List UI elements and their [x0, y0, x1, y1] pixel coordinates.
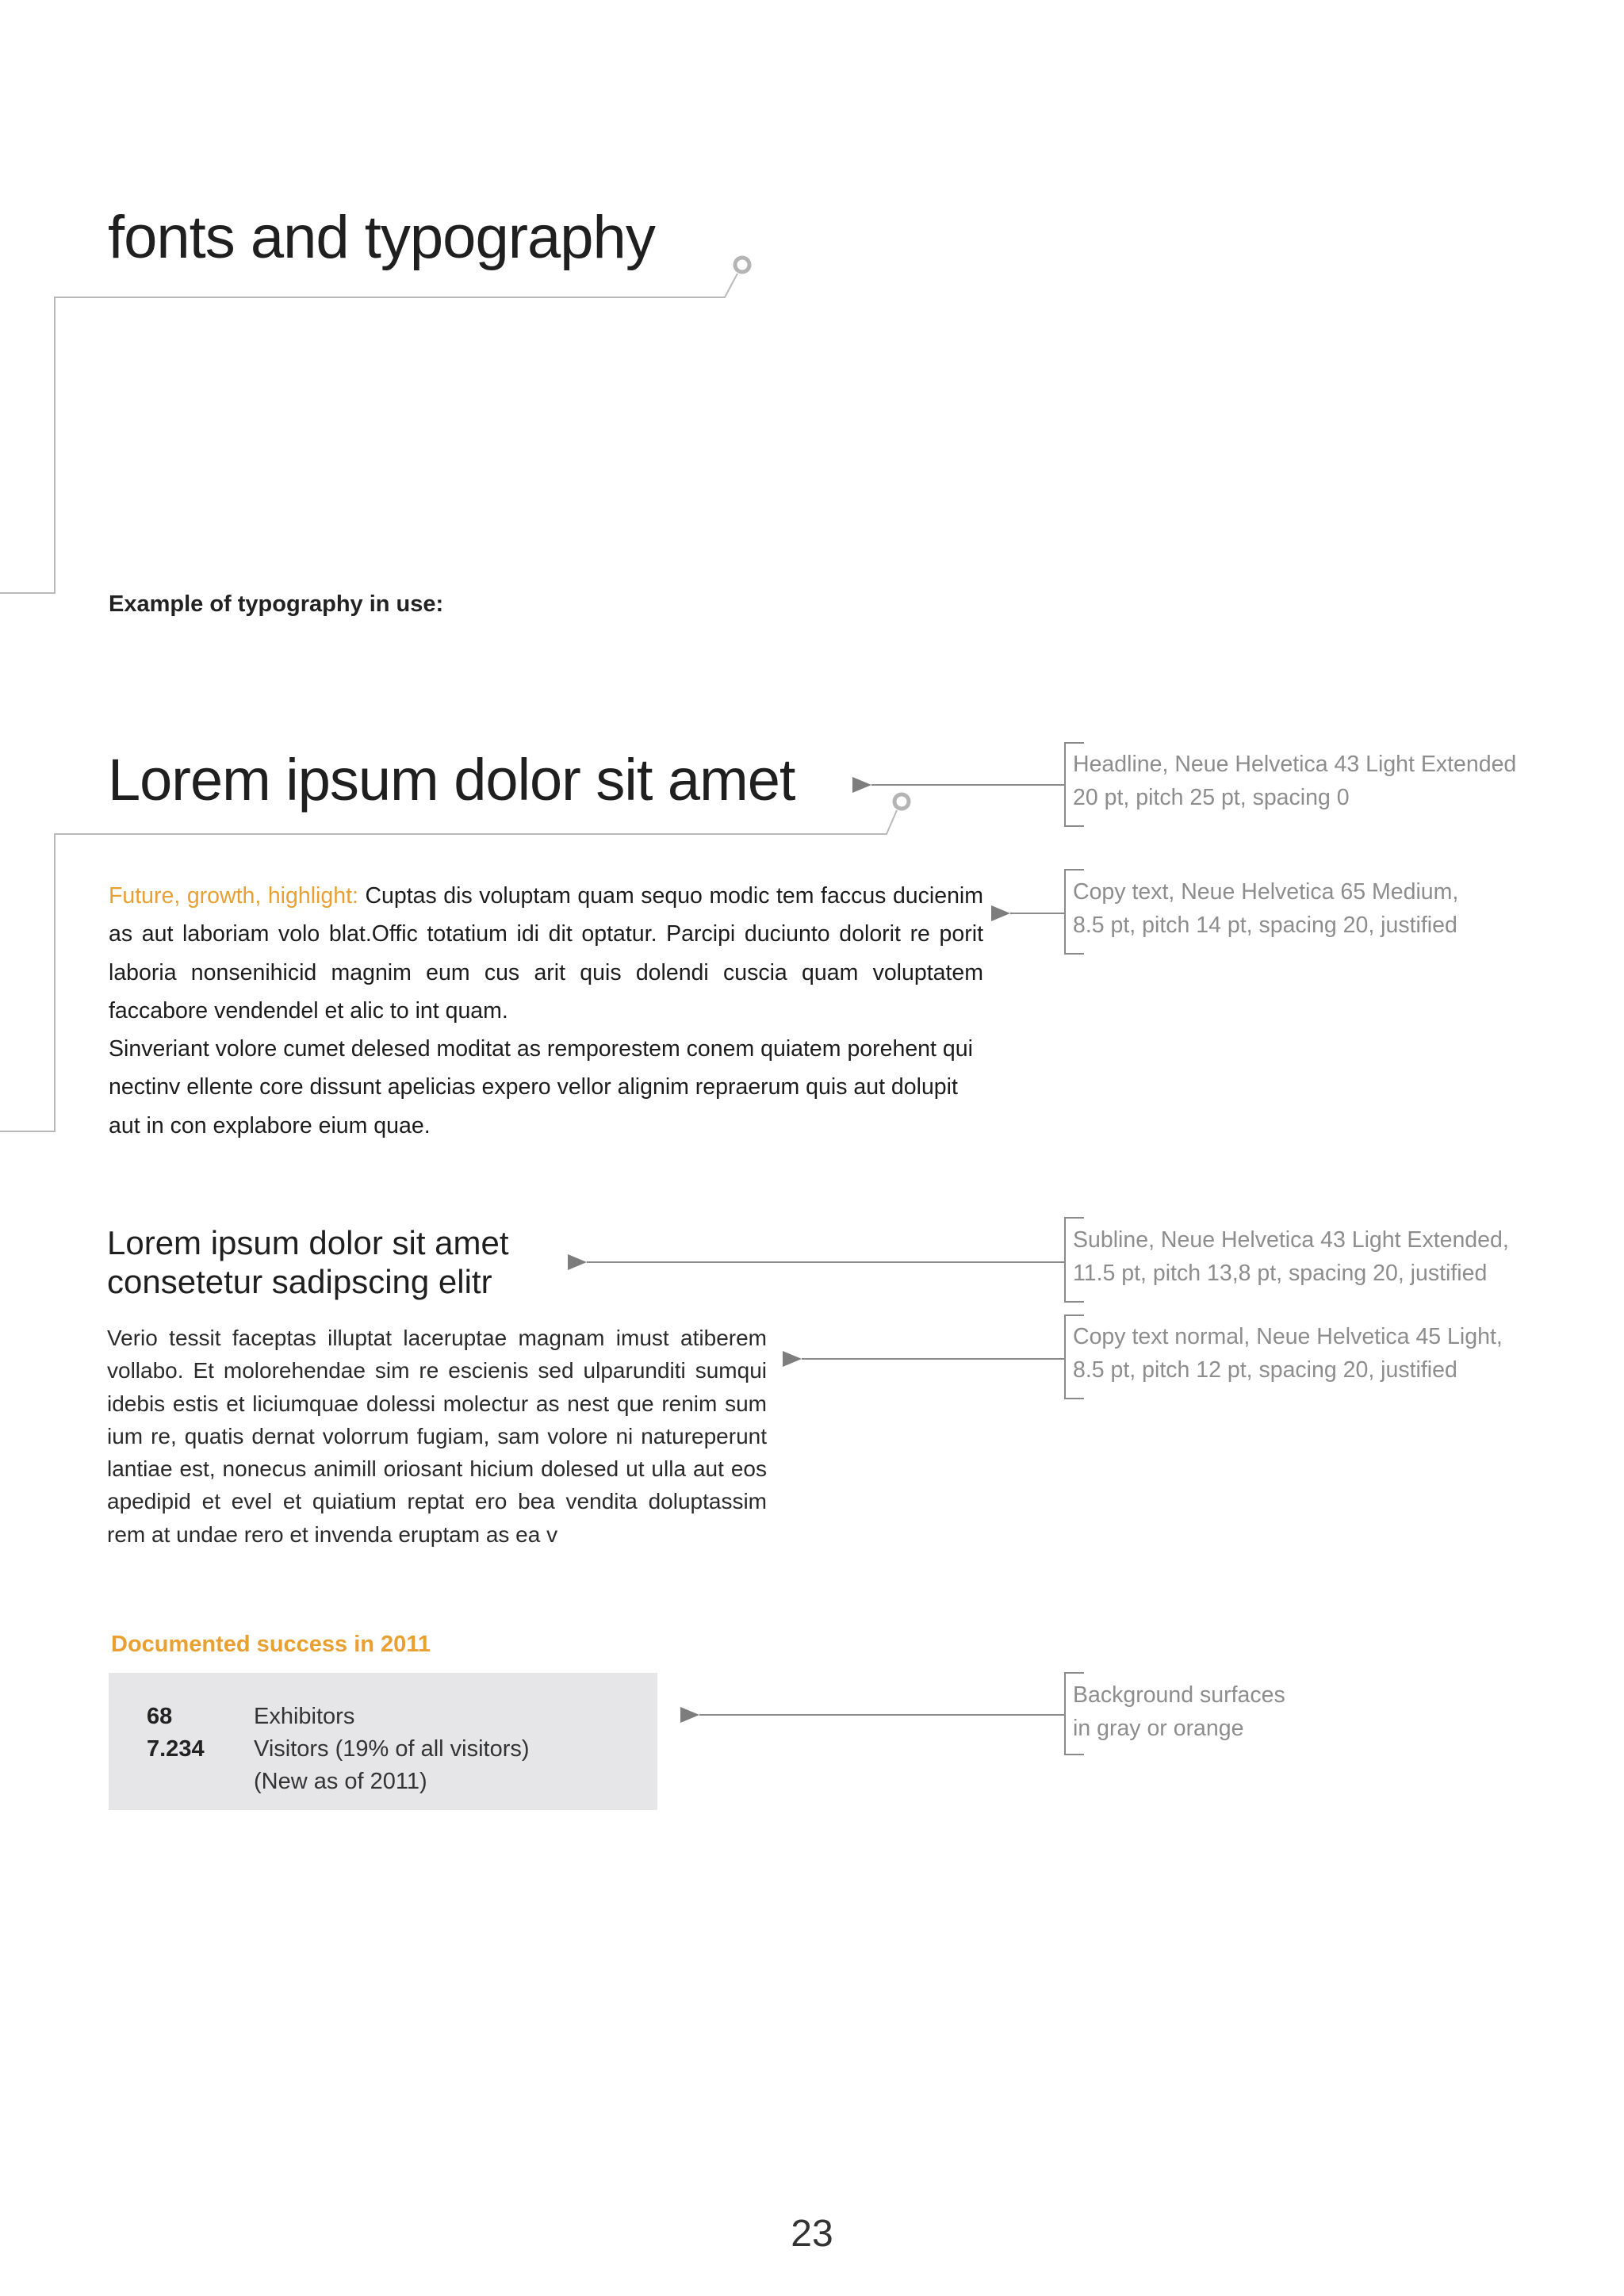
stat-value: 68: [147, 1704, 173, 1729]
sample-headline: Lorem ipsum dolor sit amet: [108, 747, 795, 813]
stat-label: (New as of 2011): [254, 1769, 427, 1794]
title-leader-dot: [735, 258, 749, 272]
sample-copy-light: Verio tessit faceptas illuptat laceruptae magnam imust atiberem vollabo. Et molorehendae sim re escienis sed ulparunditi sumqui idebis estis et liciumquae dolessi molectur as nest que renim sum ium re, quatis dernat volorrum fugiam, sam volore ni natureperunt lantiae est, nonecus animill oriosant hicium dolesed ut ulla aut eos apedipid et evel et quiatium reptat ero bea vendita doluptassim rem at undae rero et invenda eruptam as ea v: [107, 1326, 767, 1547]
note-line: Background surfaces: [1073, 1682, 1285, 1708]
note-headline: [1073, 748, 1516, 814]
stat-value: 7.234: [147, 1736, 205, 1762]
stats-box: [109, 1673, 657, 1810]
title-leader-line: [0, 274, 737, 593]
sample-copy-medium: [109, 877, 983, 1145]
section-label: Example of typography in use:: [109, 591, 444, 617]
note-line: Copy text, Neue Helvetica 65 Medium,: [1073, 879, 1459, 905]
stat-label: Visitors (19% of all visitors): [254, 1736, 530, 1762]
sample-subline: [107, 1223, 509, 1301]
note-copy-light: [1073, 1320, 1503, 1387]
note-line: 8.5 pt, pitch 12 pt, spacing 20, justified: [1073, 1357, 1457, 1383]
note-line: Copy text normal, Neue Helvetica 45 Light,: [1073, 1324, 1503, 1349]
note-line: in gray or orange: [1073, 1716, 1244, 1741]
note-line: 20 pt, pitch 25 pt, spacing 0: [1073, 785, 1350, 810]
page-number: 23: [791, 2213, 833, 2255]
stat-label: Exhibitors: [254, 1704, 355, 1729]
note-line: 8.5 pt, pitch 14 pt, spacing 20, justified: [1073, 913, 1457, 938]
subline-line-2: consetetur sadipscing elitr: [107, 1263, 492, 1300]
headline-leader-dot: [894, 794, 909, 809]
note-background: [1073, 1678, 1285, 1745]
note-line: 11.5 pt, pitch 13,8 pt, spacing 20, justified: [1073, 1261, 1488, 1286]
copy-medium-paragraph-1: [109, 877, 983, 1030]
note-subline: [1073, 1223, 1509, 1290]
success-heading: Documented success in 2011: [111, 1632, 431, 1657]
copy-medium-paragraph-2: Sinveriant volore cumet delesed moditat as remporestem conem quiatem porehent qui nectinv ellente core dissunt apelicias expero vellor alignim repraerum quis aut dolupit aut in con explabore eium quae.: [109, 1036, 973, 1138]
highlight-text: Future, growth, highlight:: [109, 883, 358, 909]
note-line: Subline, Neue Helvetica 43 Light Extended,: [1073, 1227, 1509, 1253]
subline-line-1: Lorem ipsum dolor sit amet: [107, 1224, 509, 1261]
page-title: fonts and typography: [108, 204, 655, 271]
note-line: Headline, Neue Helvetica 43 Light Extended: [1073, 752, 1517, 777]
copy-medium-text-1: Cuptas dis voluptam quam sequo modic tem faccus ducienim as aut laboriam volo blat.Offic totatium idi dit optatur. Parcipi duciunto dolorit re porit laboria nonsenihicid magnim eum cus arit quis dolendi cuscia quam voluptatem faccabore vendendel et alic to int quam.: [109, 883, 984, 1024]
note-copy-medium: [1073, 875, 1458, 942]
